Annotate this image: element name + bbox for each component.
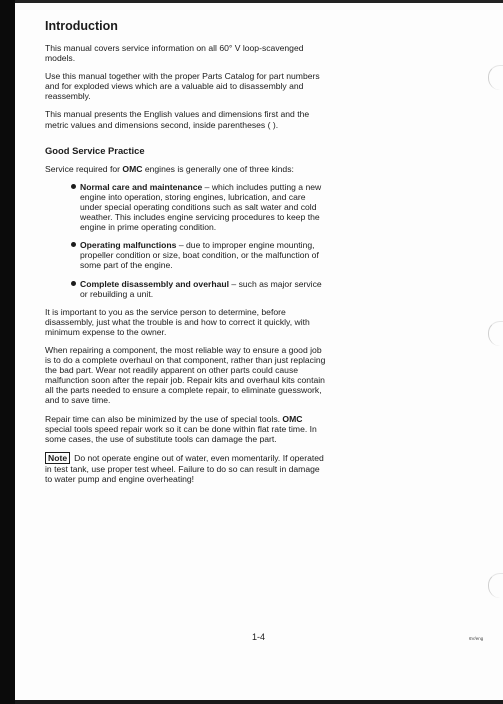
file-code: 6V/eng bbox=[469, 636, 484, 641]
body-paragraph: It is important to you as the service person to determine, before disassembly, just what the trouble is and how to correct it quickly, with minimum expense to the owner. bbox=[45, 306, 310, 337]
page-curl-mark bbox=[488, 321, 503, 346]
scan-border-left bbox=[0, 0, 15, 704]
bullet-text: – due to improper engine mounting, propeller condition or size, boat condition, or the malfunction of some part of the engine. bbox=[80, 240, 319, 271]
bullet-text: – such as major service or rebuilding a unit. bbox=[80, 278, 322, 299]
section-heading: Good Service Practice bbox=[45, 144, 145, 156]
scan-border-bottom bbox=[15, 700, 503, 704]
page-number: 1-4 bbox=[252, 632, 266, 642]
service-intro-text: Service required for bbox=[45, 163, 123, 174]
special-tools-paragraph bbox=[45, 414, 327, 444]
intro-paragraph: This manual covers service information on all 60° V loop-scavenged models. bbox=[45, 43, 304, 64]
note-label: Note bbox=[45, 452, 70, 464]
manual-page bbox=[15, 3, 503, 700]
bullet-term: Normal care and maintenance bbox=[80, 181, 203, 192]
page-curl-mark bbox=[488, 573, 503, 598]
note-paragraph bbox=[45, 452, 327, 484]
special-tools-text: special tools speed repair work so it can be done within flat rate time. In some cases, the use of substitute tools can damage the part. bbox=[45, 423, 317, 444]
page-curl-mark bbox=[488, 65, 503, 90]
bullet-text: – which includes putting a new engine into operation, storing engines, lubrication, and care under special operating conditions such as salt water and cold weather. This includes engine servicing procedures to keep the engine in prime operating condition. bbox=[80, 181, 322, 233]
note-text: Do not operate engine out of water, even momentarily. If operated in test tank, use proper test wheel. Failure to do so can result in damage to water pump and engine overheating! bbox=[45, 452, 324, 484]
body-paragraph: When repairing a component, the most reliable way to ensure a good job is to do a complete overhaul on that component, rather than just replacing the bad part. Wear not readily apparent on other parts could cause malfunction soon after the repair job. Repair kits and overhaul kits contain all the parts needed to ensure a complete repair, to eliminate guesswork, and to save time. bbox=[45, 344, 326, 406]
brand-logo-text: OMC bbox=[122, 163, 143, 174]
service-kinds-list bbox=[45, 182, 327, 299]
brand-logo-text: OMC bbox=[282, 413, 303, 424]
page-title: Introduction bbox=[45, 19, 118, 33]
intro-paragraph: Use this manual together with the proper Parts Catalog for part numbers and for exploded views which are a valuable aid to disassembly and reassembly. bbox=[45, 71, 320, 102]
page-content bbox=[45, 19, 327, 492]
service-intro-paragraph bbox=[45, 164, 327, 174]
special-tools-text: Repair time can also be minimized by the use of special tools. bbox=[45, 413, 281, 424]
list-item bbox=[45, 182, 327, 232]
list-item bbox=[45, 279, 327, 299]
intro-paragraph: This manual presents the English values and dimensions first and the metric values and dimensions second, inside parentheses ( ). bbox=[45, 109, 310, 130]
service-intro-text: engines is generally one of three kinds: bbox=[142, 163, 294, 174]
list-item bbox=[45, 240, 327, 270]
bullet-term: Complete disassembly and overhaul bbox=[80, 278, 230, 289]
bullet-term: Operating malfunctions bbox=[80, 240, 177, 251]
